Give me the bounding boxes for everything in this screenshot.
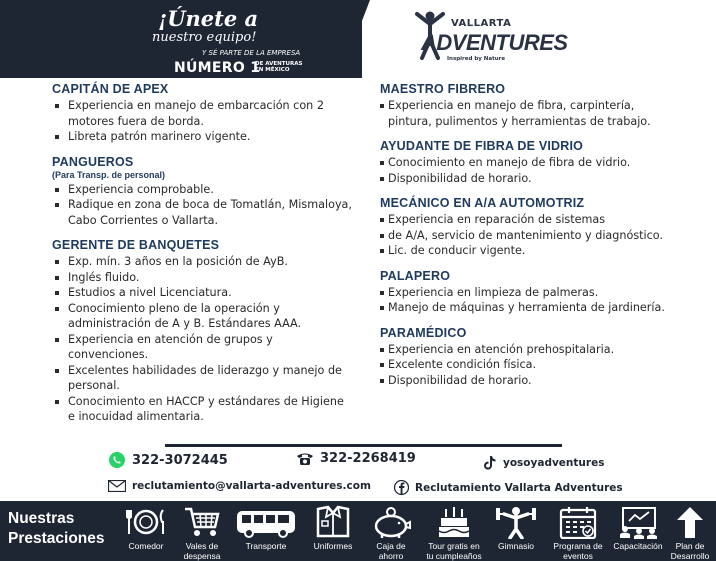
- company-logo: VALLARTA ADVENTURES Inspired by Nature: [413, 10, 528, 72]
- whatsapp-contact[interactable]: [108, 451, 228, 469]
- job-requirement: Disponibilidad de horario.: [380, 373, 680, 389]
- job-requirement: Experiencia en atención prehospitalaria.: [380, 342, 680, 358]
- dining-icon: [124, 505, 168, 539]
- arrow-up-icon: [676, 505, 704, 539]
- benefit-vales: Vales de despensa: [176, 505, 228, 561]
- job-requirement: Estudios a nivel Licenciatura.: [52, 285, 352, 301]
- job-paramedico: [380, 326, 680, 389]
- job-requirement: Inglés fluido.: [52, 270, 352, 286]
- job-requirement: Experiencia en reparación de sistemas: [380, 212, 680, 228]
- job-requirement: Experiencia en manejo de embarcación con 2 motores fuera de borda.: [52, 98, 352, 129]
- telephone-icon: [296, 452, 314, 466]
- banner-headline-2: nuestro equipo!: [152, 30, 257, 45]
- job-maestro-fibrero: [380, 82, 680, 129]
- whatsapp-icon: [108, 451, 126, 469]
- email-address: reclutamiento@vallarta-adventures.com: [132, 480, 371, 492]
- job-requirement: Libreta patrón marinero vigente.: [52, 129, 352, 145]
- phone-number: 322-2268419: [320, 451, 416, 466]
- banner-number-one-sub: DE AVENTURAS EN MÉXICO: [255, 61, 303, 73]
- benefit-transporte: Transporte: [234, 505, 298, 551]
- job-requirement: Experiencia en limpieza de palmeras.: [380, 285, 680, 301]
- job-capitan-apex: [52, 82, 352, 145]
- email-contact[interactable]: [108, 480, 371, 492]
- training-icon: [617, 505, 659, 539]
- job-requirement: de A/A, servicio de mantenimiento y diagnóstico.: [380, 228, 680, 244]
- job-palapero: [380, 269, 680, 316]
- jobs-left-column: [52, 82, 352, 435]
- banner-headline: ¡Únete a: [158, 6, 259, 31]
- job-mecanico-aa: [380, 196, 680, 259]
- job-pangueros: [52, 155, 352, 229]
- job-requirement: Excelente condición física.: [380, 357, 680, 373]
- job-requirement: Manejo de máquinas y herramienta de jardinería.: [380, 300, 680, 316]
- benefits-footer: [0, 501, 716, 561]
- gym-icon: [493, 505, 539, 539]
- calendar-icon: [558, 505, 598, 539]
- job-gerente-banquetes: [52, 238, 352, 425]
- phone-contact[interactable]: [296, 451, 416, 466]
- shopping-cart-icon: [182, 505, 222, 539]
- facebook-contact[interactable]: [394, 480, 623, 495]
- section-divider: [165, 444, 562, 447]
- tiktok-handle: yosoyadventures: [503, 457, 605, 469]
- job-requirement: Conocimiento pleno de la operación y administración de A y B. Estándares AAA.: [52, 301, 352, 332]
- benefit-caja-ahorro: Caja de ahorro: [368, 505, 414, 561]
- bus-icon: [235, 505, 297, 539]
- benefit-capacitacion: Capacitación: [612, 505, 664, 551]
- job-title: PANGUEROS: [52, 154, 134, 169]
- benefit-plan-desarrollo: Plan de Desarrollo: [668, 505, 712, 561]
- piggy-bank-icon: [370, 505, 412, 539]
- job-requirement: Excelentes habilidades de liderazgo y manejo de personal.: [52, 363, 352, 394]
- banner-number-one: NÚMERO 1: [174, 60, 261, 76]
- job-requirement: Experiencia comprobable.: [52, 182, 352, 198]
- job-title: GERENTE DE BANQUETES: [52, 238, 220, 252]
- banner-tagline: Y SÉ PARTE DE LA EMPRESA: [202, 49, 301, 57]
- job-requirement: Experiencia en manejo de fibra, carpintería, pintura, pulimentos y herramientas de trabajo.: [380, 98, 680, 129]
- tiktok-icon: [483, 455, 497, 471]
- job-requirement: Conocimiento en manejo de fibra de vidrio.: [380, 155, 680, 171]
- benefits-title: Nuestras Prestaciones: [8, 510, 105, 547]
- facebook-page: Reclutamiento Vallarta Adventures: [415, 481, 623, 494]
- job-requirement: Exp. mín. 3 años en la posición de AyB.: [52, 254, 352, 270]
- job-title: PARAMÉDICO: [380, 325, 467, 340]
- header-banner: [0, 0, 362, 78]
- envelope-icon: [108, 480, 126, 492]
- job-requirement: Experiencia en atención de grupos y convenciones.: [52, 332, 352, 363]
- benefit-uniformes: Uniformes: [308, 505, 358, 551]
- jobs-right-column: [380, 82, 680, 398]
- job-title: AYUDANTE DE FIBRA DE VIDRIO: [380, 139, 584, 153]
- whatsapp-number: 322-3072445: [132, 452, 228, 468]
- job-title: MECÁNICO EN A/A AUTOMOTRIZ: [380, 196, 585, 210]
- tiktok-contact[interactable]: [483, 455, 604, 471]
- job-requirement: Radique en zona de boca de Tomatlán, Mismaloya, Cabo Corrientes o Vallarta.: [52, 197, 352, 228]
- job-title: MAESTRO FIBRERO: [380, 82, 506, 96]
- birthday-cake-icon: [436, 505, 472, 539]
- benefit-comedor: Comedor: [120, 505, 172, 551]
- benefit-gimnasio: Gimnasio: [490, 505, 542, 551]
- job-title: CAPITÁN DE APEX: [52, 82, 169, 96]
- job-requirement: Lic. de conducir vigente.: [380, 243, 680, 259]
- benefit-tour-cumpleanos: Tour gratis en tu cumpleaños: [424, 505, 484, 561]
- job-note: (Para Transp. de personal): [52, 169, 166, 180]
- job-requirement: Disponibilidad de horario.: [380, 171, 680, 187]
- job-ayudante-fibra: [380, 139, 680, 186]
- benefit-programa-eventos: Programa de eventos: [550, 505, 606, 561]
- facebook-icon: [394, 480, 409, 495]
- job-requirement: Conocimiento en HACCP y estándares de Higiene e inocuidad alimentaria.: [52, 394, 352, 425]
- banner-slant: [340, 0, 370, 78]
- uniform-icon: [314, 505, 352, 539]
- job-title: PALAPERO: [380, 268, 451, 283]
